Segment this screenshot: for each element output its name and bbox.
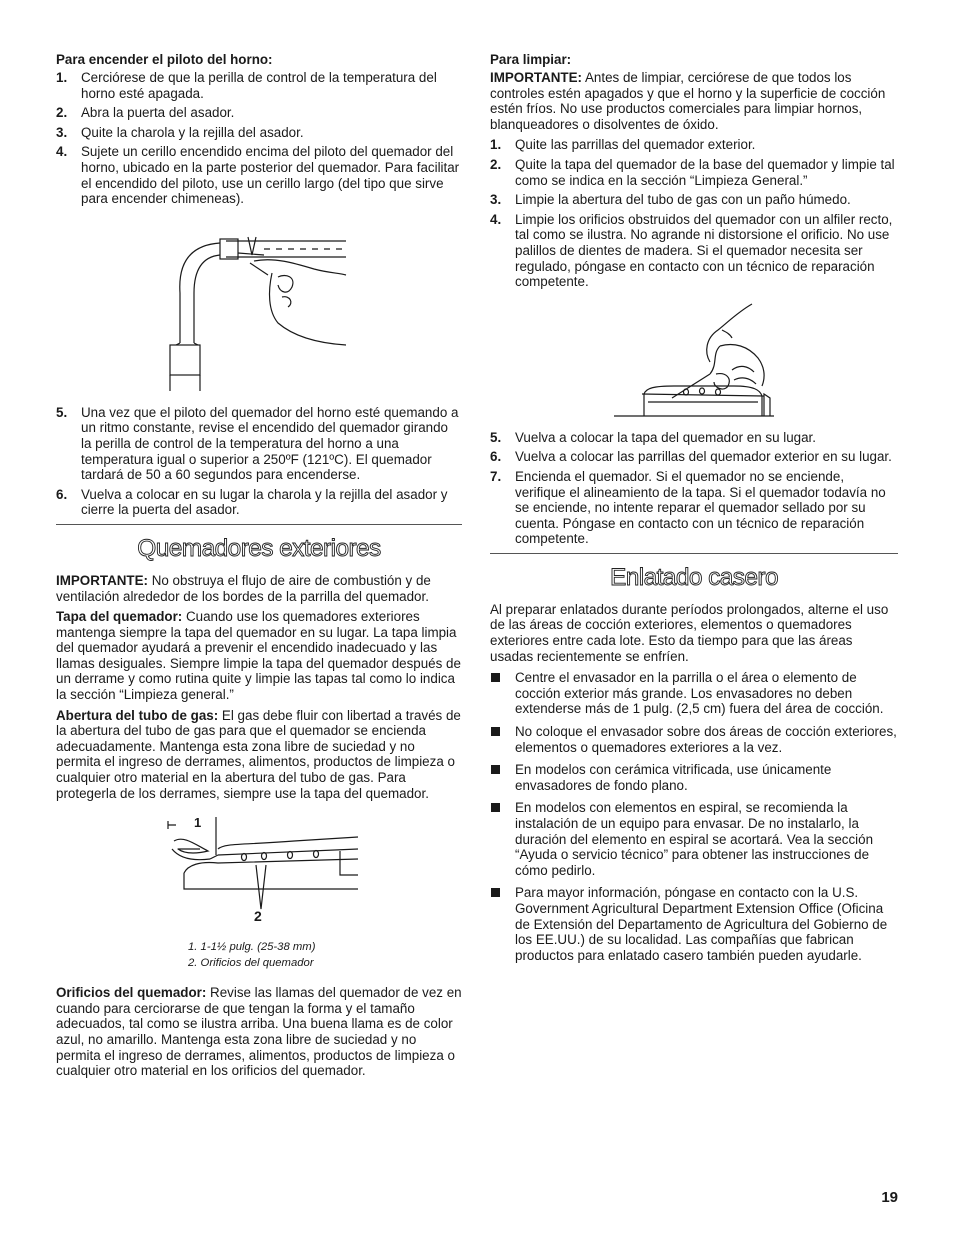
page-number: 19 [881, 1189, 898, 1206]
pilot-steps-list [56, 70, 462, 207]
right-column [490, 52, 898, 970]
list-item: Para mayor información, póngase en contacto con la U.S. Government Agricultural Department Extension Office (Oficina de Extensión del Departamento de Agricultura del Gobierno de los EE.UU.) de su localidad. Las compañías que fabrican productos para enlatado casero también pueden ayudarle. [490, 885, 898, 963]
figure-label-1: 1 [194, 815, 202, 831]
list-item: 5. Una vez que el piloto del quemador del horno esté quemando a un ritmo constante, revise el encendido del quemador girando la perilla de control de la temperatura del horno a una temperatura igual o superior a 250ºF (121ºC). El quemador tardará de 50 a 60 segundos para encenderse. [56, 404, 459, 483]
gas-tube-paragraph: Abertura del tubo de gas: El gas debe fluir con libertad a través de la abertura del tubo de gas para que el quemador se encienda adecuadamente. Mantenga esta zona libre de suciedad y no permita el ingreso de derrames, alimentos, productos de limpieza o cualquier otro material en la abertura del tubo de gas. Para protegerla de los derrames, siempre use la tapa del quemador. [56, 707, 461, 801]
list-item: 3. Limpie la abertura del tubo de gas con un paño húmedo. [490, 192, 851, 208]
section-title-enlatado: Enlatado casero [609, 563, 779, 591]
caption-line-2: 2. Orificios del quemador [188, 957, 314, 970]
list-item: 6. Vuelva a colocar las parrillas del quemador exterior en su lugar. [490, 449, 892, 465]
important-paragraph: IMPORTANTE: No obstruya el flujo de aire de combustión y de ventilación alrededor de los bordes de la parrilla del quemador. [56, 572, 431, 604]
list-item: 6. Vuelva a colocar en su lugar la charola y la rejilla del asador y cierre la puerta del asador. [56, 486, 448, 518]
figure-label-2: 2 [254, 908, 262, 925]
list-item: 4. Limpie los orificios obstruidos del quemador con un alfiler recto, tal como se ilustra. No agrande ni distorsione el orificio. No use palillos de dientes de madera. Si el quemador necesita ser regulado, póngase en contacto con un técnico de reparación competente. [490, 211, 893, 290]
section-divider [56, 524, 462, 525]
burner-ports-paragraph: Orificios del quemador: Revise las llamas del quemador de vez en cuando para cerciorarse de que tengan la forma y el tamaño adecuados, tal como se ilustra arriba. Una buena llama es de color azul, no amarillo. Mantenga esta zona libre de suciedad y no permita el ingreso de derrames, alimentos, productos de limpieza o cualquier otro material en los orificios del quemador. [56, 985, 462, 1079]
pilot-heading: Para encender el piloto del horno: [56, 52, 273, 67]
clean-steps-list-continued [490, 430, 898, 547]
clean-steps-list [490, 137, 898, 289]
important-paragraph: IMPORTANTE: Antes de limpiar, cerciórese de que todos los controles estén apagados y que el horno y la superficie de cocción estén fríos. No use productos comerciales para limpiar hornos, blanqueadores o disolventes de óxido. [490, 70, 886, 132]
list-item: 1. Quite las parrillas del quemador exterior. [490, 137, 756, 153]
bullet-square-icon [491, 673, 500, 682]
list-item: 5. Vuelva a colocar la tapa del quemador en su lugar. [490, 429, 816, 445]
list-item: Centre el envasador en la parrilla o el área o elemento de cocción exterior más grande. Los envasadores no deben extenderse más de 1 pulg. (2,5 cm) fuera del área de cocción. [490, 670, 898, 717]
bullet-square-icon [491, 888, 500, 897]
list-item: 3. Quite la charola y la rejilla del asador. [56, 124, 304, 140]
bullet-square-icon [491, 765, 500, 774]
pilot-steps-list-continued [56, 405, 462, 518]
caption-line-1: 1. 1-1½ pulg. (25-38 mm) [188, 941, 316, 954]
section-title-quemadores: Quemadores exteriores [137, 534, 381, 562]
list-item: No coloque el envasador sobre dos áreas de cocción exteriores, elementos o quemadores exteriores a la vez. [490, 724, 898, 755]
list-item: 4. Sujete un cerillo encendido encima del piloto del quemador del horno, ubicado en la parte posterior del quemador. Para facilitar el encendido del piloto, use un cerillo largo (del tipo que sirve para encender chimeneas). [56, 144, 460, 207]
burner-flame-figure [56, 815, 462, 945]
list-item: 2. Quite la tapa del quemador de la base del quemador y limpie tal como se indica en la sección “Limpieza General.” [490, 156, 895, 188]
list-item: En modelos con elementos en espiral, se recomienda la instalación de un equipo para envasar. De no instalarlo, la duración del elemento en espiral se acortará. Vea la sección “Ayuda o servicio técnico” para obtener las instrucciones de cómo pedirlo. [490, 800, 898, 878]
list-item: En modelos con cerámica vitrificada, use únicamente envasadores de fondo plano. [490, 762, 898, 793]
list-item: 2. Abra la puerta del asador. [56, 105, 235, 121]
clean-heading: Para limpiar: [490, 52, 572, 67]
left-column [56, 52, 462, 1084]
bullet-square-icon [491, 803, 500, 812]
burner-cap-paragraph: Tapa del quemador: Cuando use los quemadores exteriores mantenga siempre la tapa del quemador en su lugar. La tapa limpia del quemador ayudará a prevenir el encendido inadecuado y las llamas desiguales. Siempre limpie la tapa del quemador después de un derrame y como rutina quite y limpie las tapas tal como lo indica la sección “Limpieza general.” [56, 609, 461, 703]
pilot-lighting-illustration [164, 233, 354, 393]
canning-bullet-list [490, 670, 898, 963]
canning-intro-paragraph: Al preparar enlatados durante períodos prolongados, alterne el uso de las áreas de cocción exteriores, elementos o quemadores exteriores entre cada lote. Esto da tiempo para que las áreas usadas recientemente se enfríen. [490, 601, 889, 664]
list-item: 7. Encienda el quemador. Si el quemador no se enciende, verifique el alineamiento de la tapa. Si el quemador todavía no se enciende, no intente reparar el quemador sellado por su cuenta. Póngase en contacto con un técnico de reparación competente. [490, 468, 886, 547]
bullet-square-icon [491, 727, 500, 736]
section-divider [490, 553, 898, 554]
cleaning-pin-illustration [614, 302, 774, 420]
list-item: 1. Cerciórese de que la perilla de control de la temperatura del horno esté apagada. [56, 70, 437, 101]
